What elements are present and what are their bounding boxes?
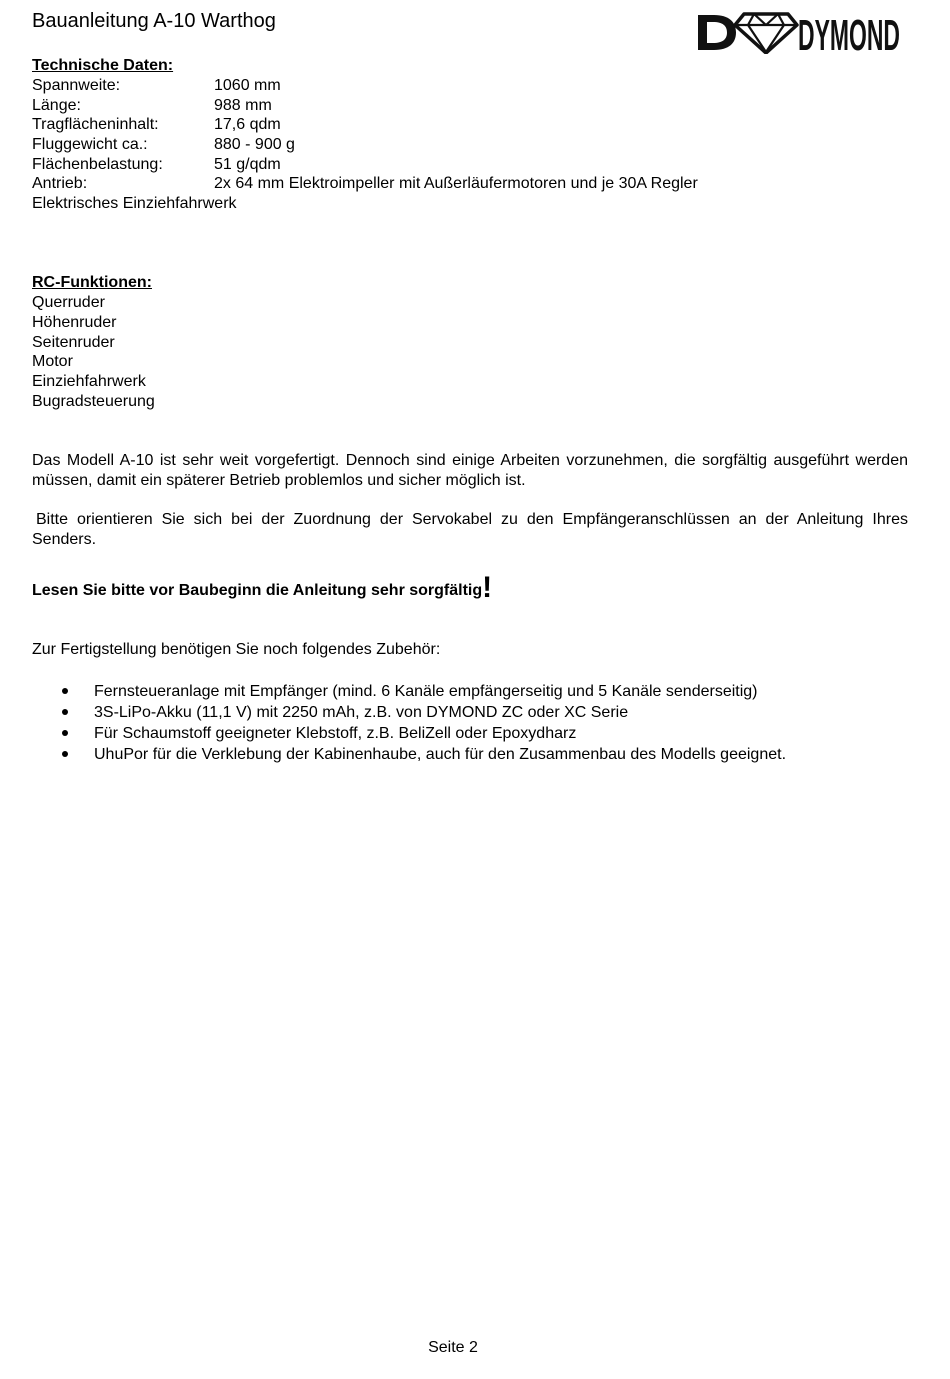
spec-label: Spannweite:	[32, 77, 121, 94]
spec-row-flaechenbelastung	[32, 155, 698, 175]
spec-value: 51 g/qdm	[214, 155, 281, 173]
list-item	[62, 723, 786, 744]
accessory-text: 3S-LiPo-Akku (11,1 V) mit 2250 mAh, z.B. von DYMOND ZC oder XC Serie	[94, 704, 629, 721]
spec-value: 17,6 qdm	[214, 116, 281, 134]
spec-label: Tragflächeninhalt:	[32, 116, 159, 134]
bullet-icon	[62, 730, 68, 736]
spec-label: Länge:	[32, 96, 81, 114]
spec-label: Fluggewicht ca.:	[32, 136, 148, 154]
spec-row-laenge	[32, 96, 698, 116]
logo-text: DYMOND	[798, 11, 900, 54]
accessories-intro: Zur Fertigstellung benötigen Sie noch folgendes Zubehör:	[32, 641, 441, 658]
list-item: Motor	[32, 353, 73, 371]
technical-data-list	[32, 76, 698, 214]
spec-row-fluggewicht	[32, 135, 698, 155]
spec-value: 1060 mm	[214, 77, 281, 94]
intro-paragraph: Das Modell A-10 ist sehr weit vorgefertigt. Dennoch sind einige Arbeiten vorzunehmen, die sorgfältig ausgeführt werden müssen, damit ein späterer Betrieb problemlos und sicher möglich ist.	[32, 452, 908, 489]
spec-row-antrieb	[32, 174, 698, 194]
spec-extra-line: Elektrisches Einziehfahrwerk	[32, 195, 237, 213]
bullet-icon	[62, 709, 68, 715]
list-item	[62, 702, 786, 723]
logo-graphic	[696, 10, 902, 54]
dymond-logo	[696, 10, 902, 54]
page-number: Seite 2	[428, 1339, 478, 1356]
spec-row-spannweite	[32, 76, 698, 96]
list-item	[62, 744, 786, 765]
accessories-list	[62, 681, 786, 765]
rc-functions-list	[32, 293, 155, 412]
spec-label: Flächenbelastung:	[32, 155, 163, 173]
list-item: Höhenruder	[32, 313, 117, 331]
list-item: Bugradsteuerung	[32, 392, 155, 410]
technical-data-heading: Technische Daten:	[32, 57, 174, 74]
bullet-icon	[62, 688, 68, 694]
rc-functions-heading: RC-Funktionen:	[32, 274, 152, 291]
spec-value: 2x 64 mm Elektroimpeller mit Außerläufermotoren und je 30A Regler	[214, 175, 698, 193]
spec-row-tragflaecheninhalt	[32, 115, 698, 135]
warning-exclamation: !	[482, 571, 493, 604]
spec-value: 988 mm	[214, 96, 272, 114]
list-item: Seitenruder	[32, 333, 115, 351]
accessory-text: UhuPor für die Verklebung der Kabinenhaube, auch für den Zusammenbau des Modells geeignet.	[94, 746, 787, 763]
servo-paragraph: Bitte orientieren Sie sich bei der Zuordnung der Servokabel zu den Empfängeranschlüssen an der Anleitung Ihres Senders.	[32, 511, 908, 548]
accessory-text: Für Schaumstoff geeigneter Klebstoff, z.B. BeliZell oder Epoxydharz	[94, 725, 577, 742]
document-title: Bauanleitung A-10 Warthog	[32, 10, 276, 32]
list-item: Einziehfahrwerk	[32, 373, 146, 391]
spec-label: Antrieb:	[32, 175, 88, 193]
list-item	[62, 681, 786, 702]
warning-message: Lesen Sie bitte vor Baubeginn die Anleitung sehr sorgfältig	[32, 582, 483, 599]
diamond-icon	[735, 14, 797, 53]
bullet-icon	[62, 751, 68, 757]
spec-value: 880 - 900 g	[214, 136, 295, 154]
warning-text	[32, 572, 492, 607]
accessory-text: Fernsteueranlage mit Empfänger (mind. 6 Kanäle empfängerseitig und 5 Kanäle senderseitig)	[94, 683, 758, 700]
list-item: Querruder	[32, 294, 105, 311]
